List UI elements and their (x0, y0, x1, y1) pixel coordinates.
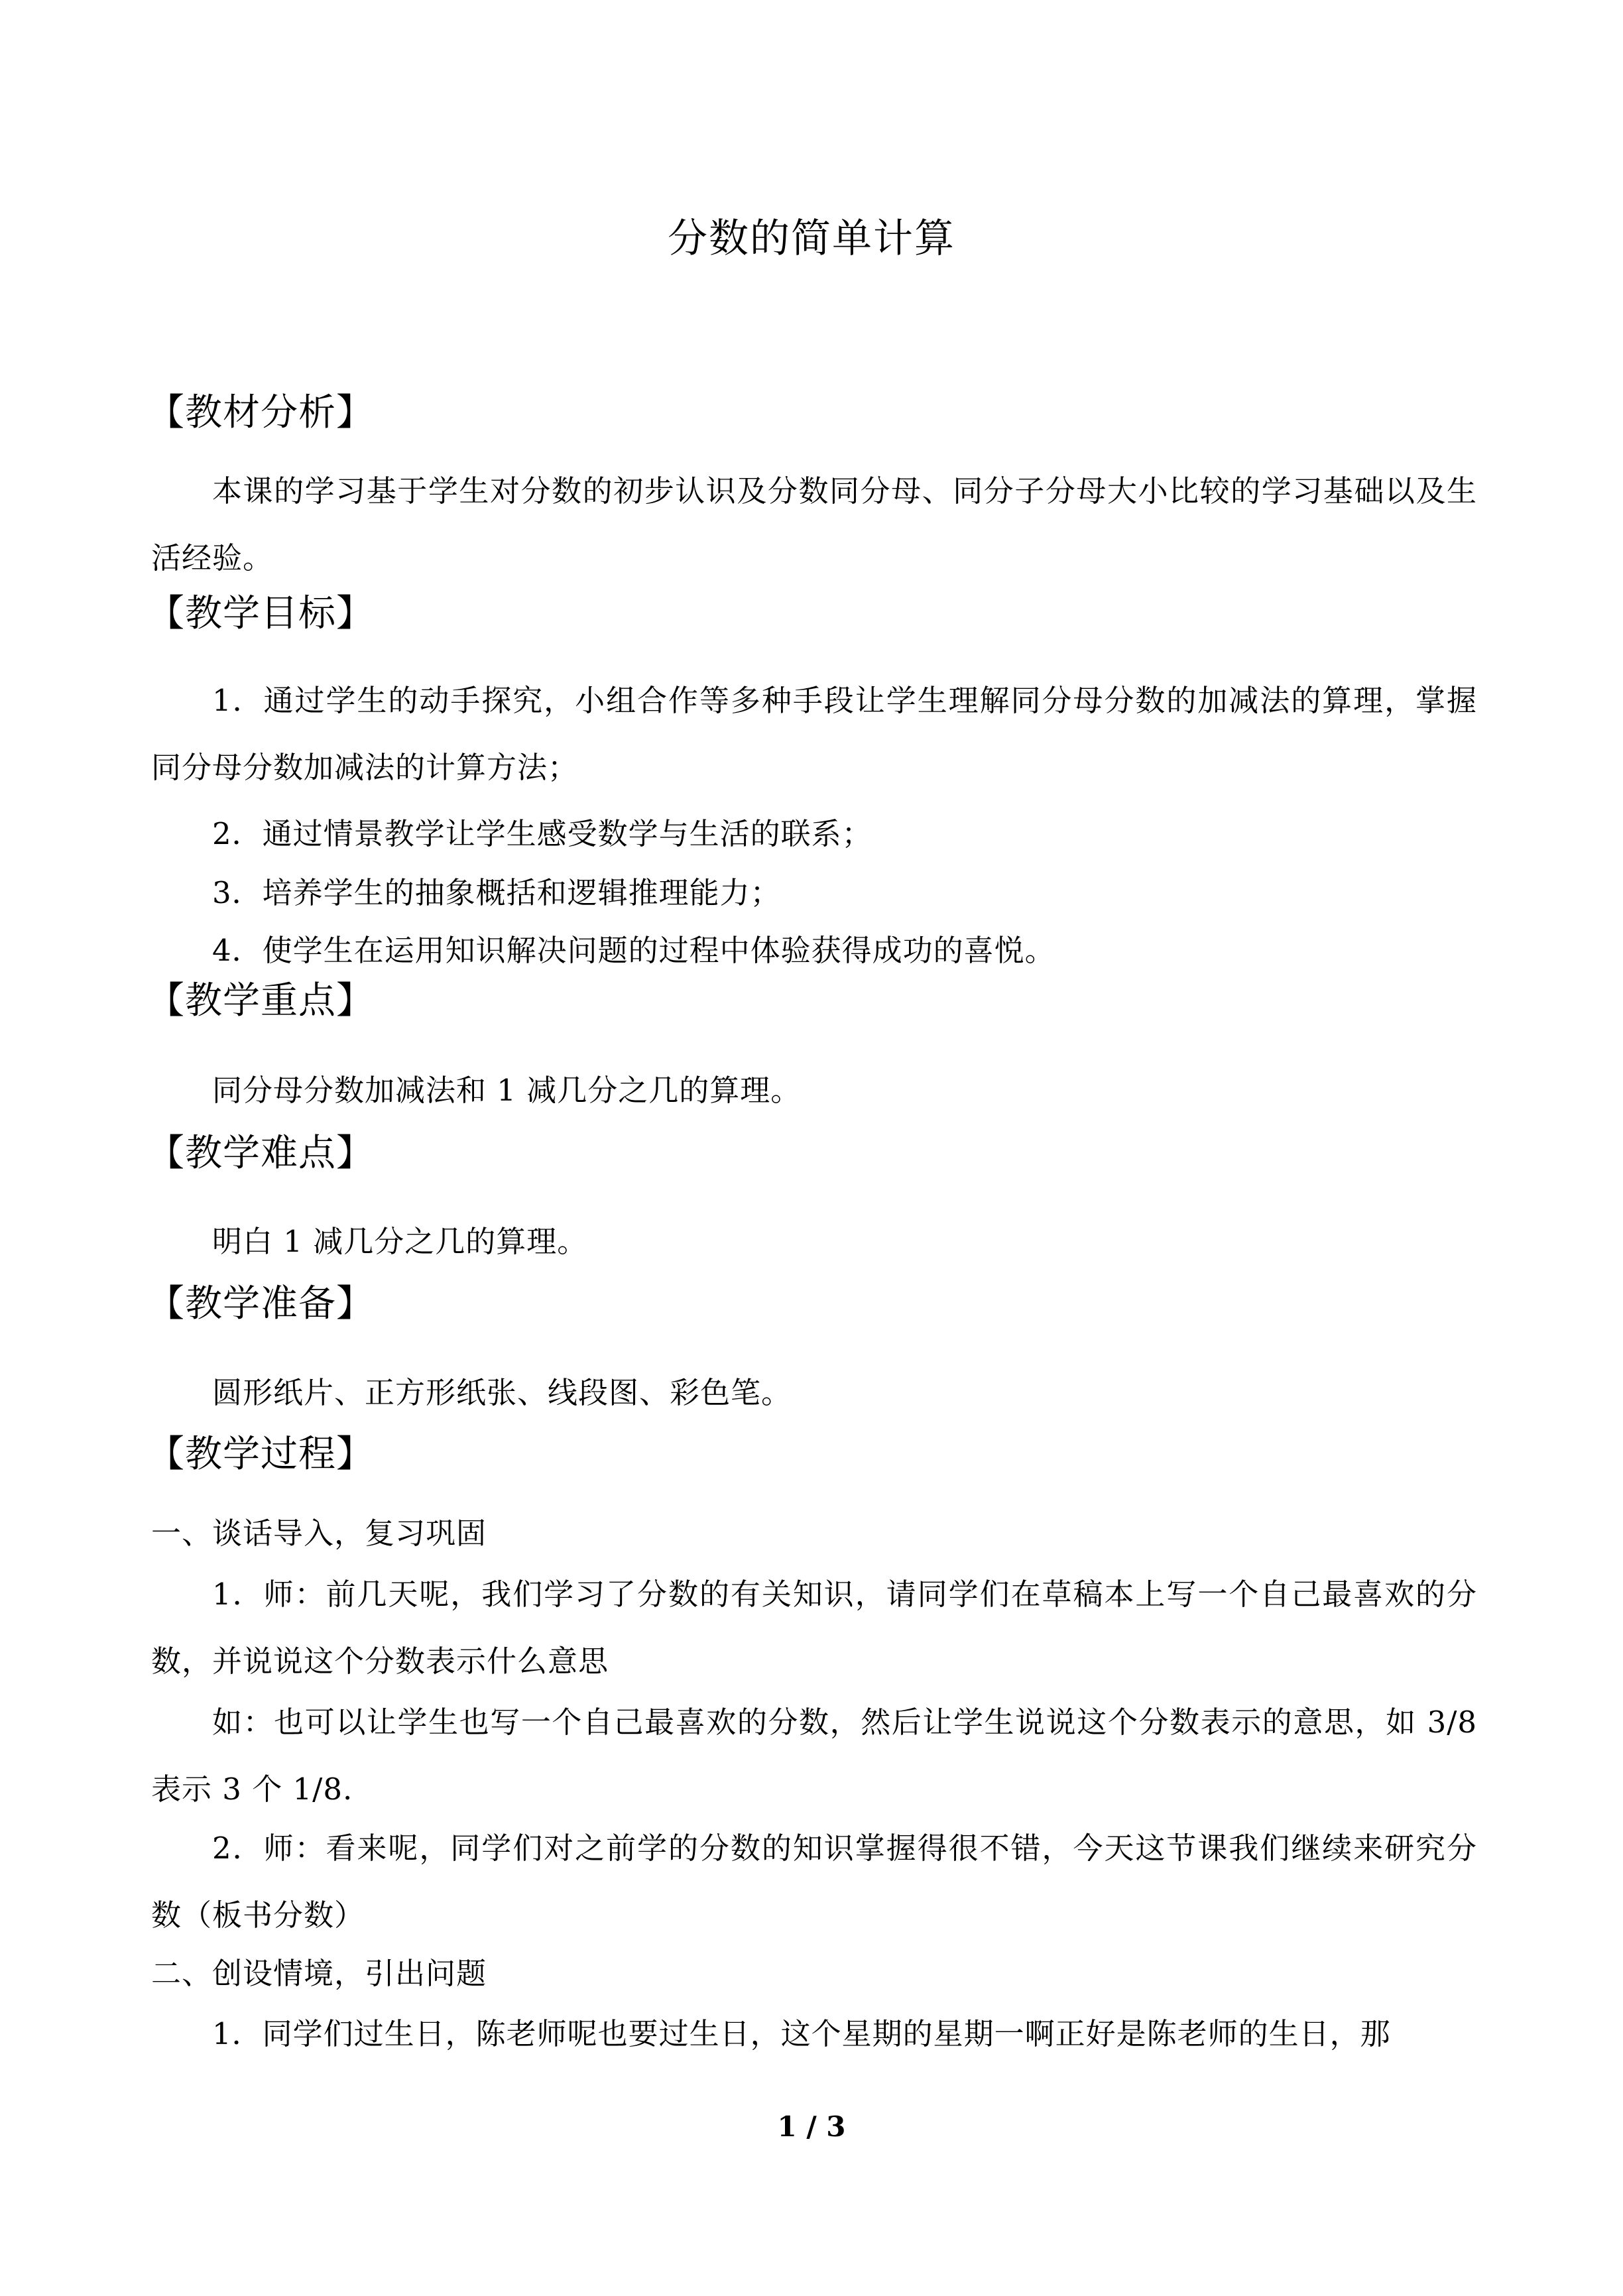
process-paragraph-4: 1．同学们过生日，陈老师呢也要过生日，这个星期的星期一啊正好是陈老师的生日，那 (212, 2016, 1391, 2051)
goal-item-1: 1．通过学生的动手探究，小组合作等多种手段让学生理解同分母分数的加减法的算理，掌握同分母分数加减法的计算方法； (151, 683, 1477, 785)
section-heading-analysis: 【教材分析】 (147, 391, 374, 434)
section-heading-difficulties: 【教学难点】 (147, 1132, 374, 1175)
section-heading-process: 【教学过程】 (147, 1433, 374, 1476)
goal-item-3: 3．培养学生的抽象概括和逻辑推理能力； (212, 875, 781, 910)
document-title: 分数的简单计算 (668, 215, 955, 262)
goal-item-4: 4．使学生在运用知识解决问题的过程中体验获得成功的喜悦。 (212, 933, 1055, 968)
process-part2-title: 二、创设情境，引出问题 (151, 1956, 487, 1991)
section-heading-key-points: 【教学重点】 (147, 979, 374, 1022)
key-points-paragraph: 同分母分数加减法和 1 减几分之几的算理。 (212, 1073, 802, 1108)
preparation-paragraph: 圆形纸片、正方形纸张、线段图、彩色笔。 (212, 1375, 792, 1410)
section-heading-goals: 【教学目标】 (147, 592, 374, 635)
process-paragraph-3: 2．师：看来呢，同学们对之前学的分数的知识掌握得很不错，今天这节课我们继续来研究分数（板书分数） (151, 1831, 1477, 1933)
process-paragraph-1: 1．师：前几天呢，我们学习了分数的有关知识，请同学们在草稿本上写一个自己最喜欢的分数，并说说这个分数表示什么意思 (151, 1577, 1477, 1679)
process-part1-title: 一、谈话导入，复习巩固 (151, 1516, 487, 1551)
page-number: 1 / 3 (777, 2110, 846, 2143)
analysis-paragraph: 本课的学习基于学生对分数的初步认识及分数同分母、同分子分母大小比较的学习基础以及生活经验。 (151, 473, 1477, 575)
section-heading-preparation: 【教学准备】 (147, 1282, 374, 1325)
process-paragraph-2: 如：也可以让学生也写一个自己最喜欢的分数，然后让学生说说这个分数表示的意思，如 3/8 表示 3 个 1/8. (151, 1705, 1477, 1807)
goal-item-2: 2．通过情景教学让学生感受数学与生活的联系； (212, 816, 872, 851)
difficulties-paragraph: 明白 1 减几分之几的算理。 (212, 1224, 588, 1259)
